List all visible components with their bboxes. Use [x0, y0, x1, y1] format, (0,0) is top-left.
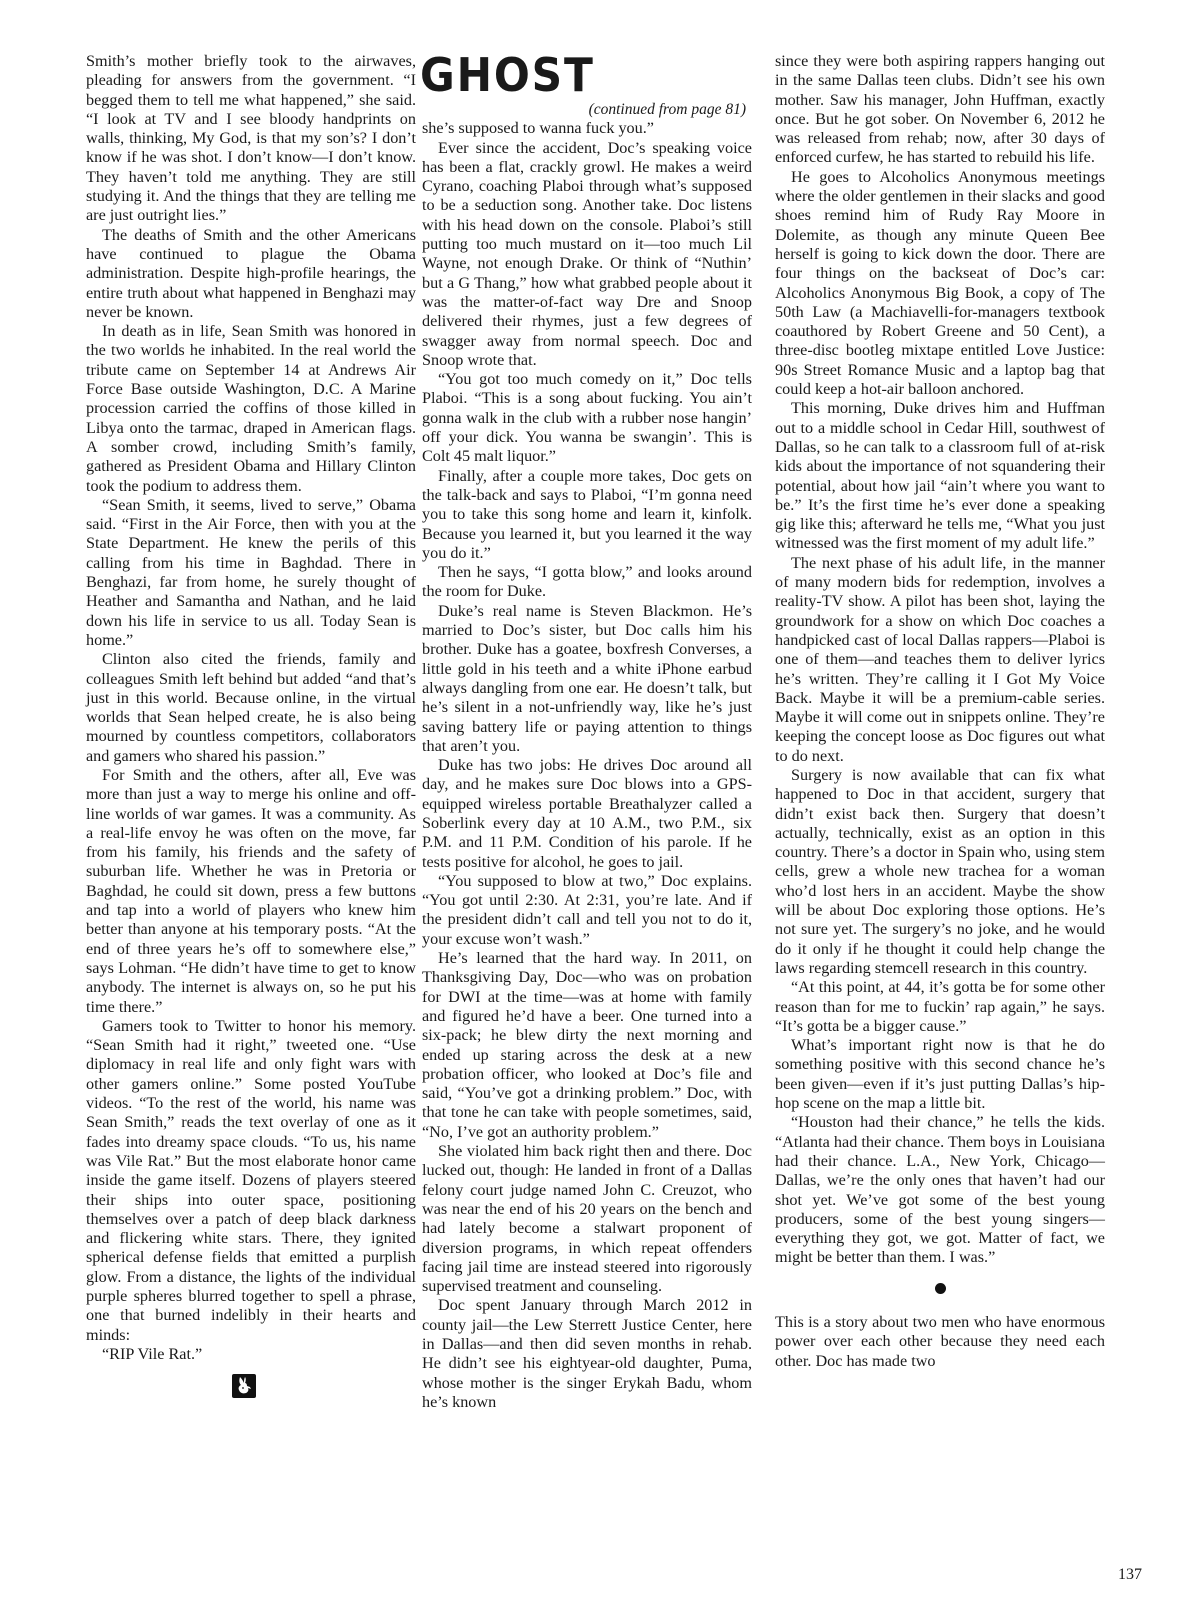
paragraph: since they were both aspiring rappers hanging out in the same Dallas teen clubs. Didn’t see his own mother. Saw his manager, John Huffman, exactly once. But he got sober. On November 6, 2012 he was released from rehab; now, after 30 days of enforced curfew, he has started to rebuild his life. — [775, 52, 1105, 167]
headline: GHOST — [420, 48, 595, 102]
paragraph: She violated him back right then and there. Doc lucked out, though: He landed in front of a Dallas felony court judge named John C. Creuzot, who was near the end of his 20 years on the bench and had lately become a stalwart proponent of diversion programs, in which repeat offenders facing jail time are instead steered into rigorously supervised treatment and counseling. — [422, 1142, 752, 1296]
paragraph: Surgery is now available that can fix what happened to Doc in that accident, surgery that didn’t exist back then. Surgery that doesn’t actually, technically, exist as an option in this country. There’s a doctor in Spain who, using stem cells, grew a whole new trachea for a woman who’d lost hers in an accident. Maybe the show will be about Doc exploring those options. He’s not sure yet. The surgery’s no joke, and he would do it only if he thought it could help change the laws regarding stemcell research in this country. — [775, 765, 1105, 977]
paragraph: He’s learned that the hard way. In 2011, on Thanksgiving Day, Doc—who was on probation for DWI at the time—was at home with family and figured he’d have a beer. One turned into a six-pack; he blew dirty the next morning and ended up staring across the desk at a new probation officer, who looked at Doc’s file and said, “You’ve got a drinking problem.” Doc, with that tone he can take with people sometimes, said, “No, I’ve got an authority problem.” — [422, 949, 752, 1141]
paragraph: “You got too much comedy on it,” Doc tells Plaboi. “This is a song about fucking. You ain’t gonna walk in the club with a rubber nose hangin’ off your dick. You wanna be swangin’. This is Colt 45 malt liquor.” — [422, 370, 752, 466]
paragraph: He goes to Alcoholics Anonymous meetings where the older gentlemen in their slacks and good shoes remind him of Rudy Ray Moore in Dolemite, as though any minute Queen Bee herself is going to kick down the door. There are four things on the backseat of Doc’s car: Alcoholics Anonymous Big Book, a copy of The 50th Law (a Machiavelli-for-managers textbook coauthored by Robert Greene and 50 Cent), a three-disc bootleg mixtape entitled Love Justice: 90s Street Romance Music and a laptop bag that could keep a hot-air balloon anchored. — [775, 167, 1105, 399]
paragraph: “Houston had their chance,” he tells the kids. “Atlanta had their chance. Them boys in Louisiana had their chance. L.A., New York, Chicago—Dallas, we’re the only ones that haven’t had our shot yet. We’ve got some of the best young producers, some of the best young singers—everything they got, we got. Matter of fact, we might be better than them. I was.” — [775, 1113, 1105, 1267]
paragraph: For Smith and the others, after all, Eve was more than just a way to merge his online and off-line worlds of war games. It was a community. As a real-life envoy he was often on the move, far from his family, his friends and the safety of suburban life. Whether he was in Pretoria or Baghdad, he could sit down, press a few buttons and tap into a world of players who knew him better than anyone at his temporary posts. “At the end of three years he’s off to somewhere else,” says Lohman. “He didn’t have time to get to know anybody. The internet is always on, so he put his time there.” — [86, 765, 416, 1016]
paragraph: she’s supposed to wanna fuck you.” — [422, 119, 654, 138]
section-break — [775, 1280, 1105, 1299]
paragraph: What’s important right now is that he do something positive with this second chance he’s been given—even if it’s just putting Dallas’s hip-hop scene on the map a little bit. — [775, 1036, 1105, 1113]
paragraph: Smith’s mother briefly took to the airwaves, pleading for answers from the government. “I begged them to tell me what happened,” she said. “I look at TV and I see bloody handprints on walls, thinking, My God, is that my son’s? I don’t know if he was shot. I don’t know—I don’t know. They haven’t told me anything. They are still studying it. And the things that they are telling me are just outright lies.” — [86, 52, 416, 225]
paragraph: In death as in life, Sean Smith was honored in the two worlds he inhabited. In the real world the tribute came on September 14 at Andrews Air Force Base outside Washington, D.C. A Marine procession carried the coffins of those killed in Libya onto the tarmac, draped in American flags. A somber crowd, including Smith’s family, gathered as President Obama and Hillary Clinton took the podium to address them. — [86, 322, 416, 495]
paragraph: This morning, Duke drives him and Huffman out to a middle school in Cedar Hill, southwest of Dallas, so he can talk to a classroom full of at-risk kids about the importance of not squandering their potential, about how jail “ain’t where you want to be.” It’s the first time he’s ever done a speaking gig like this; afterward he tells me, “What you just witnessed was the first moment of my adult life.” — [775, 399, 1105, 553]
paragraph: “Sean Smith, it seems, lived to serve,” Obama said. “First in the Air Force, then with you at the State Department. He knew the perils of this calling from his time in Baghdad. There in Benghazi, far from home, he surely thought of Heather and Samantha and Nathan, and he laid down his life in service to us all. Today Sean is home.” — [86, 495, 416, 649]
paragraph: Gamers took to Twitter to honor his memory. “Sean Smith had it right,” tweeted one. “Use diplomacy in real life and only fight wars with other gamers online.” Some posted YouTube videos. “To the rest of the world, his name was Sean Smith,” reads the text overlay of one as it fades into dreamy space clouds. “To us, his name was Vile Rat.” But the most elaborate honor came inside the game itself. Dozens of players steered their ships into outer space, positioning themselves over a patch of deep black darkness and flickering white stars. There, they ignited spherical defense fields that emitted a purplish glow. From a distance, the lights of the individual purple spheres blurred together to spell a phrase, one that burned indelibly in their hearts and minds: — [86, 1016, 416, 1344]
paragraph: Doc spent January through March 2012 in county jail—the Lew Sterrett Justice Center, here in Dallas—and then did seven months in rehab. He didn’t see his eightyear-old daughter, Puma, whose mother is the singer Erykah Badu, whom he’s known — [422, 1296, 752, 1411]
paragraph: Duke has two jobs: He drives Doc around all day, and he makes sure Doc blows into a GPS-equipped wireless portable Breathalyzer called a Soberlink every day at 10 A.M., two P.M., six P.M. and 11 P.M. Condition of his parole. If he tests positive for alcohol, he goes to jail. — [422, 756, 752, 871]
paragraph: Finally, after a couple more takes, Doc gets on the talk-back and says to Plaboi, “I’m gonna need you to take this song home and learn it, kinfolk. Because you learned it, but you learned it the way you do it.” — [422, 466, 752, 562]
article-column-2 — [420, 48, 752, 1412]
paragraph: This is a story about two men who have enormous power over each other because they need each other. Doc has made two — [775, 1313, 1105, 1370]
bullet-icon — [935, 1283, 946, 1294]
paragraph: Clinton also cited the friends, family and colleagues Smith left behind but added “and that’s just in this world. Because online, in the virtual worlds that Sean helped create, he is also being mourned by countless competitors, collaborators and gamers who shared his passion.” — [86, 650, 416, 765]
article-column-1 — [86, 52, 416, 1398]
paragraph: Ever since the accident, Doc’s speaking voice has been a flat, crackly growl. He makes a weird Cyrano, coaching Plaboi through what’s supposed to be a seduction song. Another take. Doc listens with his head down on the console. Plaboi’s still putting too much mustard on it—too much Lil Wayne, not enough Drake. Or think of “Nuthin’ but a G Thang,” how what grabbed people about it was the matter-of-fact way Dre and Snoop delivered their rhymes, just a few degrees of swagger away from normal speech. Doc and Snoop wrote that. — [422, 138, 752, 369]
page-number: 137 — [1118, 1566, 1142, 1583]
paragraph: “At this point, at 44, it’s gotta be for some other reason than for me to fuckin’ rap again,” he says. “It’s gotta be a bigger cause.” — [775, 978, 1105, 1035]
paragraph: The deaths of Smith and the other Americans have continued to plague the Obama administration. Despite high-profile hearings, the entire truth about what happened in Benghazi may never be known. — [86, 225, 416, 321]
paragraph: Then he says, “I gotta blow,” and looks around the room for Duke. — [422, 563, 752, 601]
article-column-3 — [775, 52, 1105, 1371]
paragraph: “You supposed to blow at two,” Doc explains. “You got until 2:30. At 2:31, you’re late. And if the president didn’t call and tell you not to do it, your excuse won’t wash.” — [422, 871, 752, 948]
playboy-rabbit-icon — [232, 1374, 256, 1398]
paragraph: Duke’s real name is Steven Blackmon. He’s married to Doc’s sister, but Doc calls him his brother. Duke has a goatee, boxfresh Converses, a little gold in his teeth and a white iPhone earbud always dangling from one ear. He doesn’t talk, but he’s silent in a not-unfriendly way, like he’s just saving battery life or paying attention to things that aren’t you. — [422, 601, 752, 755]
paragraph: The next phase of his adult life, in the manner of many modern bids for redemption, involves a reality-TV show. A pilot has been shot, laying the groundwork for a show on which Doc coaches a handpicked cast of local Dallas rappers—Plaboi is one of them—and teaches them to deliver lyrics he’s written. They’re calling it I Got My Voice Back. Maybe it will be a premium-cable series. Maybe it will come out in snippets online. They’re keeping the concept loose as Doc figures out what to do next. — [775, 553, 1105, 765]
paragraph: “RIP Vile Rat.” — [102, 1344, 203, 1363]
continued-note: (continued from page 81) — [588, 101, 746, 118]
